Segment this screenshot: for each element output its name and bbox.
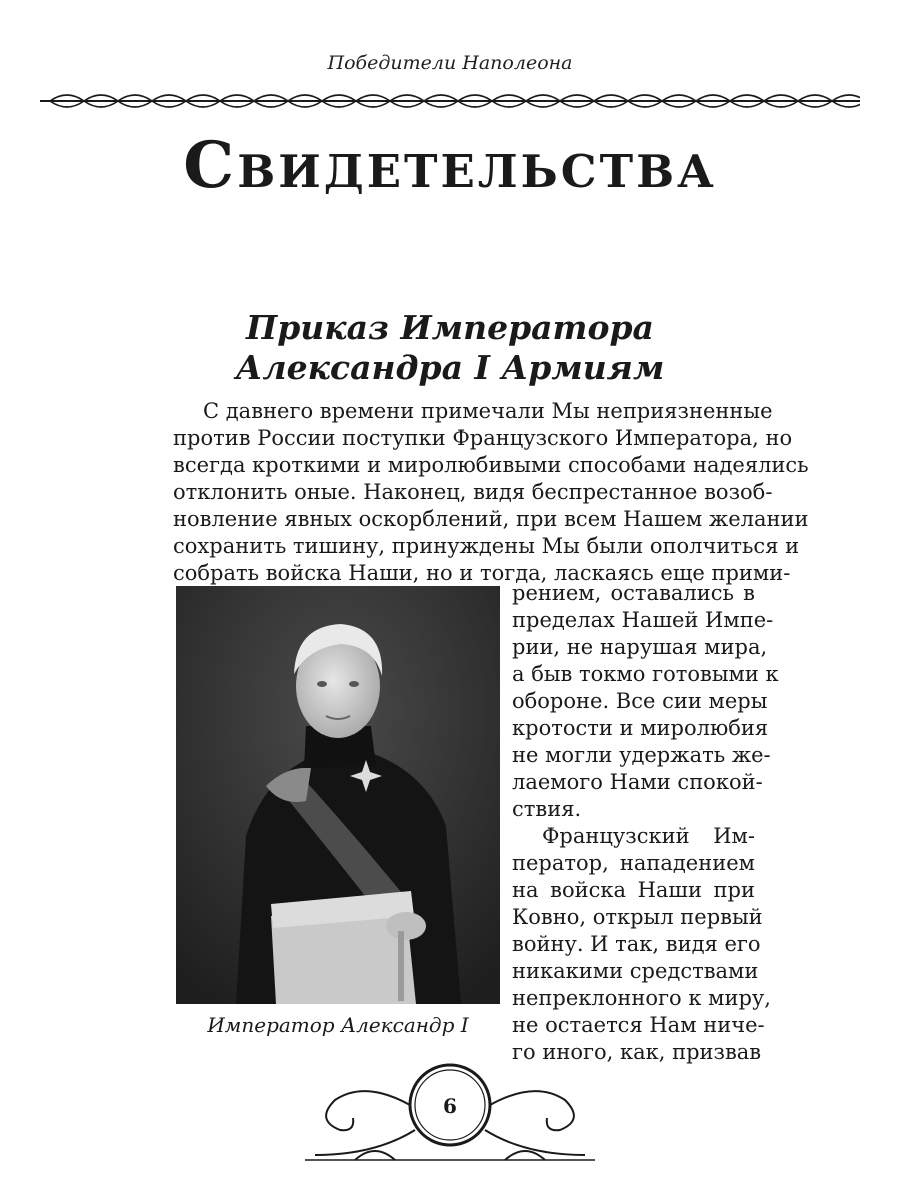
right-column-text: [512, 580, 779, 1066]
section-title-line-2: Александра I Армиям: [235, 348, 665, 387]
text-line: новление явных оскорблений, при всем Нашем желании: [173, 507, 809, 531]
text-line: собрать войска Наши, но и тогда, ласкаясь еще прими-: [173, 561, 791, 585]
text-line: против России поступки Французского Императора, но: [173, 426, 793, 450]
text-line: го иного, как, призвав: [512, 1040, 762, 1064]
header-ornament: [40, 88, 860, 114]
text-line: не остается Нам ниче-: [512, 1013, 765, 1037]
text-line: никакими средствами: [512, 959, 759, 983]
portrait-drawing: [176, 586, 500, 1004]
text-line: пределах Нашей Импе-: [512, 608, 774, 632]
text-line: обороне. Все сии меры: [512, 689, 768, 713]
paragraph-1-full-width: [173, 398, 809, 587]
text-line: Ковно, открыл первый: [512, 905, 763, 929]
text-line: на войска Наши при: [512, 878, 755, 902]
figure-caption: Император Александр I: [207, 1013, 469, 1037]
text-line: лаемого Нами спокой-: [512, 770, 763, 794]
text-line: кротости и миролюбия: [512, 716, 769, 740]
text-line: сохранить тишину, принуждены Мы были ополчиться и: [173, 534, 800, 558]
text-line: не могли удержать же-: [512, 743, 771, 767]
running-head: Победители Наполеона: [327, 52, 573, 74]
text-line: ператор, нападением: [512, 851, 755, 875]
section-title-line-1: Приказ Императора: [246, 308, 654, 347]
text-line: ствия.: [512, 797, 582, 821]
chapter-title: Свидетельства: [183, 128, 717, 203]
section-title: [0, 308, 900, 388]
text-line: войну. И так, видя его: [512, 932, 761, 956]
text-line: отклонить оные. Наконец, видя беспрестанное возоб-: [173, 480, 773, 504]
page-number: 6: [443, 1094, 457, 1118]
text-line: непреклонного к миру,: [512, 986, 771, 1010]
text-line: всегда кроткими и миролюбивыми способами надеялись: [173, 453, 809, 477]
text-line: С давнего времени примечали Мы неприязненные: [203, 399, 773, 423]
text-line: рением, оставались в: [512, 581, 755, 605]
text-line: а быв токмо готовыми к: [512, 662, 779, 686]
text-line: рии, не нарушая мира,: [512, 635, 768, 659]
text-line: Французский Им-: [542, 824, 755, 848]
portrait-image: [176, 586, 500, 1004]
